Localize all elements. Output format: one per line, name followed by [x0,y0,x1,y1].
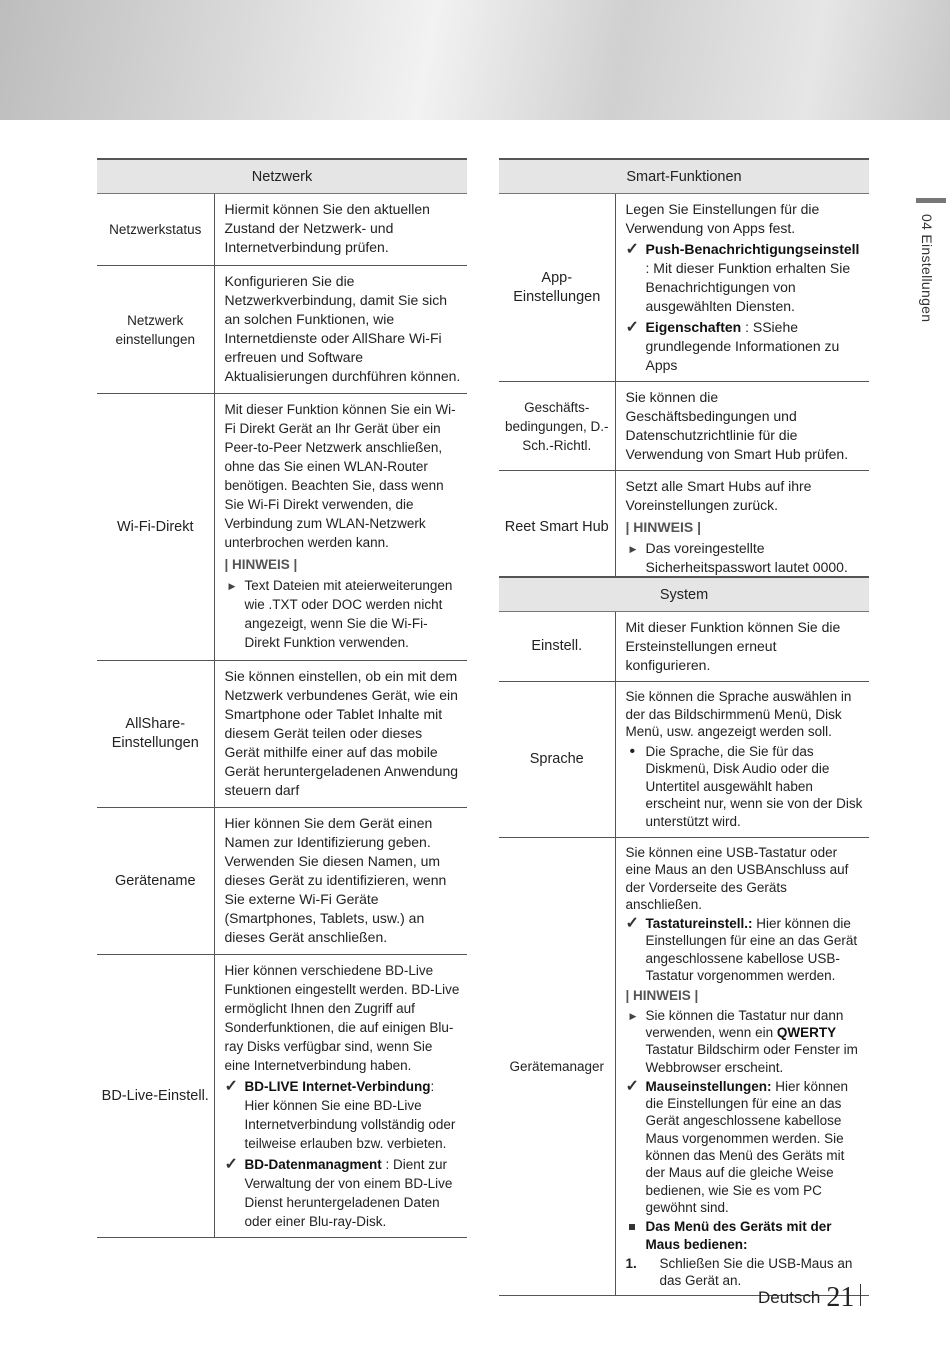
note-item: ▶ Text Dateien mit ateierweiterungen wie .TXT oder DOC werden nicht angezeigt, wenn Sie die Wi-Fi-Direkt Funktion verwenden. [225,576,462,652]
page-footer [758,1282,861,1314]
system-table [499,576,869,1296]
row-label: Einstell. [499,612,615,682]
page-number: 21 [826,1282,855,1313]
row-text: Mit dieser Funktion können Sie ein Wi-Fi Direkt Gerät an Ihr Gerät über ein Peer-to-Peer Netzwerk anschließen, ohne das Sie einen WLAN-Router benötigen. Beachten Sie, dass wenn Sie Wi-Fi Direkt verwenden, die Verbindung zum WLAN-Netzwerk unterbrochen werden kann. [224,402,456,550]
side-tab-label: 04 Einstellungen [919,214,935,323]
step-item: 1. Schließen Sie die USB-Maus an das Gerät an. [625,1255,853,1289]
table-row [97,194,467,266]
row-label: Netzwerk einstellungen [97,266,214,394]
check-item: ✓ BD-Datenmanagment : Dient zur Verwaltung der von einem BD-Live Dienst heruntergeladenen Daten oder einer Blu-ray-Disk. [225,1155,462,1231]
note-item: ▶ Sie können die Tastatur nur dann verwenden, wenn ein QWERTY Tastatur Bildschirm oder Fenster im Webbrowser erscheint. [626,1007,864,1076]
row-label: Gerätename [97,808,214,955]
row-desc [615,838,869,1296]
row-text: Mit dieser Funktion können Sie die Ersteinstellungen erneut konfigurieren. [615,612,869,682]
row-text: Setzt alle Smart Hubs auf ihre Voreinstellungen zurück. [625,478,812,513]
row-text: Hiermit können Sie den aktuellen Zustand der Netzwerk- und Internetverbindung prüfen. [214,194,467,266]
row-label: Wi-Fi-Direkt [97,394,214,661]
row-text: Konfigurieren Sie die Netzwerkverbindung, damit Sie sich an solchen Funktionen, wie Internetdienste oder AllShare Wi-Fi erfreuen und Software Aktualisierungen durchführen können. [214,266,467,394]
smart-table [499,158,869,584]
table-header: System [499,577,869,612]
footer-divider [860,1284,861,1306]
row-text: Sie können eine USB-Tastatur oder eine Maus an den USBAnschluss auf der Vorderseite des Geräts anschließen. [625,845,849,912]
table-row [97,394,467,661]
row-desc [615,682,869,838]
row-text: Sie können die Sprache auswählen in der das Bildschirmmenü Menü, Disk Menü, usw. angezeigt werden soll. [625,689,852,739]
bullet-item: • Die Sprache, die Sie für das Diskmenü, Disk Audio oder die Untertitel ausgewählt haben erscheint nur, wenn sie von der Disk unterstützt wird. [626,743,864,831]
table-row [499,612,869,682]
hinweis-label: | HINWEIS | [625,988,699,1004]
table-row [499,682,869,838]
row-text: Hier können Sie dem Gerät einen Namen zur Identifizierung geben. Verwenden Sie diesen Namen, um dieses Gerät zu identifizieren, wenn Sie externe Wi-Fi Geräte (Smartphones, Tablets, usw.) an dieses Gerät anschließen. [214,808,467,955]
row-label: Geschäfts-bedingungen, D.-Sch.-Richtl. [499,382,615,471]
square-item: Das Menü des Geräts mit der Maus bedienen: [626,1218,864,1253]
row-label: Netzwerkstatus [97,194,214,266]
row-desc [214,955,467,1238]
side-tab-marker [916,198,946,203]
footer-language: Deutsch [758,1288,821,1307]
table-row [97,266,467,394]
row-desc [214,394,467,661]
note-item: ▶ Das voreingestellte Sicherheitspasswort lautet 0000. [626,539,864,577]
row-label: Reet Smart Hub [499,471,615,584]
check-item: ✓ Tastatureinstell.: Hier können die Einstellungen für eine an das Gerät angeschlossene kabellose USB-Tastatur vorgenommen werden. [626,915,864,984]
check-item: ✓ Eigenschaften : SSiehe grundlegende Informationen zu Apps [626,318,864,375]
header-banner [0,0,950,120]
row-label: Gerätemanager [499,838,615,1296]
check-item: ✓ BD-LIVE Internet-Verbindung: Hier können Sie eine BD-Live Internetverbindung vollständig oder teilweise erlauben bzw. verbieten. [225,1077,462,1153]
row-text: Legen Sie Einstellungen für die Verwendung von Apps fest. [625,201,820,236]
row-text: Hier können verschiedene BD-Live Funktionen eingestellt werden. BD-Live ermöglicht Ihnen den Zugriff auf Sonderfunktionen, die auf einigen Blu-ray Disks verfügbar sind, wenn Sie eine Internetverbindung haben. [224,963,460,1073]
hinweis-label: | HINWEIS | [224,557,298,572]
row-label: AllShare-Einstellungen [97,661,214,808]
table-row [499,838,869,1296]
table-row [97,661,467,808]
row-text: Sie können einstellen, ob ein mit dem Netzwerk verbundenes Gerät, wie ein Smartphone oder Tablet Inhalte mit diesem Gerät teilen oder dieses Gerät mithilfe einer auf das mobile Gerät heruntergeladenen Anwendung steuern darf [214,661,467,808]
table-header: Smart-Funktionen [499,159,869,194]
row-label: Sprache [499,682,615,838]
table-row [499,382,869,471]
table-row [97,808,467,955]
hinweis-label: | HINWEIS | [625,519,702,535]
row-label: BD-Live-Einstell. [97,955,214,1238]
table-header: Netzwerk [97,159,467,194]
row-desc [615,471,869,584]
check-item: ✓ Mauseinstellungen: Hier können die Einstellungen für eine an das Gerät angeschlossene kabellose Maus vorgenommen werden. Sie können das Menü des Geräts mit der Maus auf die gleiche Weise bedienen, wie Sie es vom PC gewöhnt sind. [626,1078,864,1216]
netzwerk-table [97,158,467,1238]
table-row [499,194,869,382]
row-text: Sie können die Geschäftsbedingungen und Datenschutzrichtlinie für die Verwendung von Smart Hub prüfen. [615,382,869,471]
table-row [499,471,869,584]
table-row [97,955,467,1238]
row-desc [615,194,869,382]
check-item: ✓ Push-Benachrichtigungseinstell : Mit dieser Funktion erhalten Sie Benachrichtigungen von ausgewählten Diensten. [626,240,864,316]
row-label: App-Einstellungen [499,194,615,382]
